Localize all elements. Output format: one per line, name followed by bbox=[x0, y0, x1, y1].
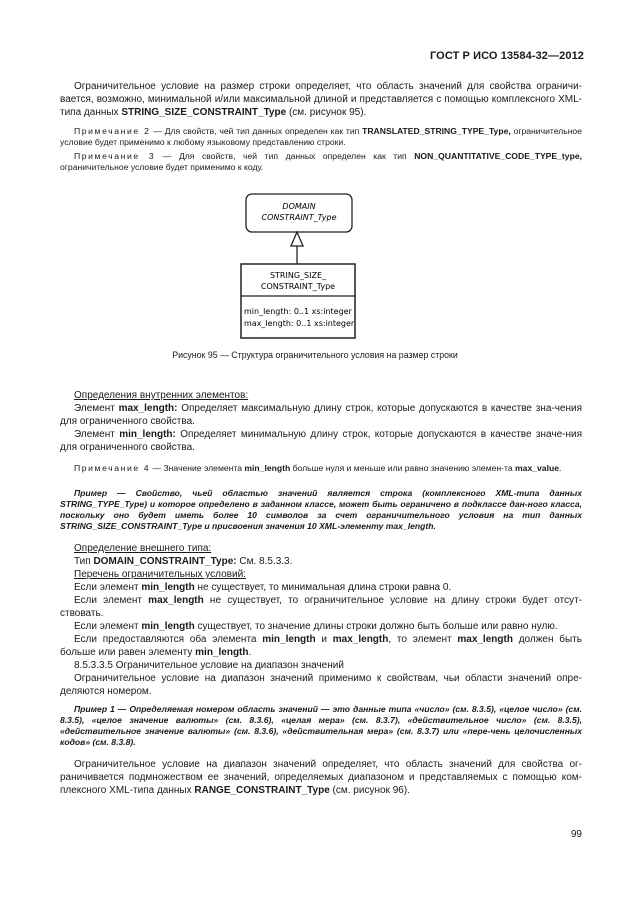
attribute-max-length: max_length: 0..1 xs:integer bbox=[244, 319, 355, 328]
note-4-element: min_length bbox=[244, 463, 291, 473]
internal-heading: Определения внутренних элементов: bbox=[74, 390, 249, 401]
example-paragraph bbox=[60, 488, 582, 532]
internal-definitions bbox=[60, 389, 582, 454]
note-4-label: Примечание 4 bbox=[74, 463, 151, 473]
constraint-2-text: Если элемент bbox=[74, 595, 149, 606]
max-length-prefix: Элемент bbox=[74, 403, 119, 414]
max-length-name: max_length: bbox=[118, 403, 178, 414]
constraint-4-text-end: . bbox=[248, 647, 252, 658]
constraint-4-element-3: max_length bbox=[457, 634, 513, 645]
note-2-label: Примечание 2 bbox=[74, 126, 151, 136]
section-text: Ограничительное условие на диапазон значений применимо к свойствам, чьи области значений опре-деляются номером. bbox=[60, 673, 582, 697]
example-1-text: Пример 1 — Определяемая номером область значений — это данные типа «число» (см. 8.3.5), «целое число» (см. 8.3.5), «целое значение валюты» (см. 8.3.6), «целая мера» (см. 8.3.7), «действительное число» (см. 8.3.5), «действительное значение валюты» (см. 8.3.6), «действительная мера» (см. 8.3.7) или «пере-чень целочисленных кодов» (см. 8.3.8). bbox=[60, 704, 582, 747]
final-type-name: RANGE_CONSTRAINT_Type bbox=[194, 785, 330, 796]
min-length-name: min_length: bbox=[119, 429, 176, 440]
constraint-4-element-2: max_length bbox=[332, 634, 389, 645]
figure-caption: Рисунок 95 — Структура ограничительного условия на размер строки bbox=[172, 350, 458, 360]
final-text-end: (см. рисунок 96). bbox=[329, 785, 410, 796]
constraint-2-text-end: не существует, то ограничительное условие на длину строки будет отсут-ствовать. bbox=[60, 595, 582, 619]
type-name: DOMAIN_CONSTRAINT_Type: bbox=[93, 556, 237, 567]
section-title: 8.5.3.3.5 Ограничительное условие на диапазон значений bbox=[74, 660, 344, 671]
constraint-1-text-end: не существует, то минимальная длина строки равна 0. bbox=[194, 582, 452, 593]
standard-header: ГОСТ Р ИСО 13584-32—2012 bbox=[429, 50, 584, 62]
final-paragraph bbox=[60, 758, 582, 797]
intro-type-name: STRING_SIZE_CONSTRAINT_Type bbox=[121, 107, 287, 118]
child-class-name-2: CONSTRAINT_Type bbox=[260, 282, 336, 291]
external-heading: Определение внешнего типа: bbox=[74, 543, 212, 554]
note-4-element-2: max_value bbox=[515, 463, 559, 473]
intro-text-end: (см. рисунок 95). bbox=[286, 107, 367, 118]
constraint-1-text: Если элемент bbox=[74, 582, 142, 593]
note-3-label: Примечание 3 bbox=[74, 151, 156, 161]
constraint-3-text-end: существует, то значение длины строки должно быть больше или равно нулю. bbox=[194, 621, 558, 632]
example-text: Пример — Свойство, чьей областью значений является строка (комплексного XML-типа данных STRING_TYPE_Type) и которое определено в заданном классе, может быть ограничено в подклассе дан-ного класса, поскольку оно будет иметь более 10 символов за счет ограничительного условия на тип данных STRING_SIZE_CONSTRAINT_Type и присвоения значения 10 XML-элементу max_length. bbox=[60, 488, 582, 531]
note-4 bbox=[60, 463, 582, 474]
constraint-1-element: min_length bbox=[141, 582, 195, 593]
constraint-4-text-4: должен быть больше или равен элементу bbox=[60, 634, 583, 658]
constraints-heading: Перечень ограничительных условий: bbox=[74, 569, 246, 580]
example-1-paragraph bbox=[60, 704, 582, 748]
parent-class-name-2: CONSTRAINT_Type bbox=[261, 213, 337, 222]
constraint-3-text: Если элемент bbox=[74, 621, 142, 632]
parent-class-name-1: DOMAIN bbox=[282, 202, 316, 211]
note-4-text-mid: больше нуля и меньше или равно значению элемен-та bbox=[290, 463, 516, 473]
constraint-4-element-4: min_length bbox=[195, 647, 249, 658]
constraint-4-text-3: , то элемент bbox=[388, 634, 458, 645]
note-3-text: — Для свойств, чей тип данных определен как тип bbox=[155, 151, 415, 161]
page-number: 99 bbox=[570, 829, 582, 840]
intro-text: Ограничительное условие на размер строки определяет, что область значений для свойства ограничи-вается, возможно, минимальной и/или максимальной длиной и представляется с помощью комплексного XML-типа данных bbox=[60, 81, 582, 118]
note-3-type: NON_QUANTITATIVE_CODE_TYPE_type, bbox=[414, 151, 582, 161]
constraint-3-element: min_length bbox=[141, 621, 195, 632]
external-definitions bbox=[60, 542, 582, 698]
inheritance-arrow-icon bbox=[291, 232, 303, 246]
note-2-text: — Для свойств, чей тип данных определен как тип bbox=[150, 126, 363, 136]
final-text: Ограничительное условие на диапазон значений определяет, что область значений для свойства ог-раничивается подмножеством ее значений, определяемых диапазоном и представляемых с помощью ком-плексного XML-типа данных bbox=[60, 759, 582, 796]
constraint-2-element: max_length bbox=[148, 595, 204, 606]
uml-diagram bbox=[240, 192, 360, 342]
note-3 bbox=[60, 151, 582, 173]
max-length-text: Определяет максимальную длину строк, которые допускаются в качестве зна-чения для ограниченного свойства. bbox=[60, 403, 583, 427]
attribute-min-length: min_length: 0..1 xs:integer bbox=[244, 307, 352, 316]
intro-paragraph bbox=[60, 80, 582, 119]
constraint-4-element-1: min_length bbox=[262, 634, 316, 645]
constraint-4-text: Если предоставляются оба элемента bbox=[74, 634, 263, 645]
constraint-4-text-2: и bbox=[315, 634, 333, 645]
note-2 bbox=[60, 126, 582, 148]
child-class-name-1: STRING_SIZE_ bbox=[269, 271, 327, 280]
note-3-text-end: ограничительное условие будет применимо к коду. bbox=[60, 162, 264, 172]
note-2-text-end: ограничительное условие будет применимо к любому языковому представлению строки. bbox=[60, 126, 582, 147]
type-prefix: Тип bbox=[74, 556, 94, 567]
note-4-text: — Значение элемента bbox=[150, 463, 245, 473]
note-2-type: TRANSLATED_STRING_TYPE_Type, bbox=[362, 126, 511, 136]
min-length-prefix: Элемент bbox=[74, 429, 120, 440]
min-length-text: Определяет минимальную длину строк, которые допускаются в качестве значе-ния для ограниченного свойства. bbox=[60, 429, 583, 453]
note-4-text-end: . bbox=[559, 463, 562, 473]
type-reference: См. 8.5.3.3. bbox=[236, 556, 293, 567]
